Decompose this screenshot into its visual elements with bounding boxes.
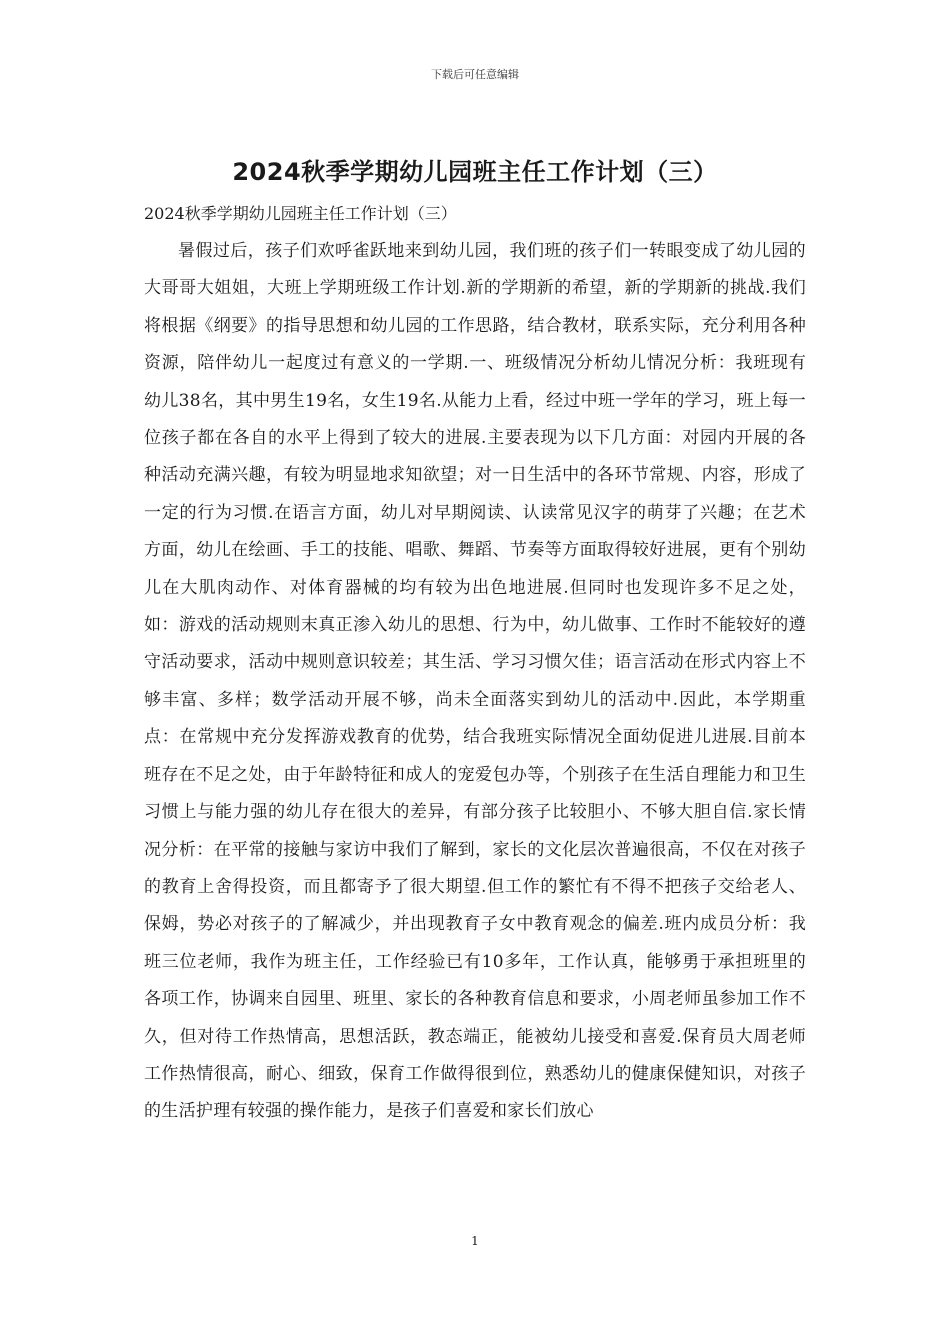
- page-number: 1: [471, 1234, 479, 1248]
- body-paragraph: 暑假过后，孩子们欢呼雀跃地来到幼儿园，我们班的孩子们一转眼变成了幼儿园的大哥哥大姐姐，大班上学期班级工作计划.新的学期新的希望，新的学期新的挑战.我们将根据《纲要》的指导思想和幼儿园的工作思路，结合教材，联系实际，充分利用各种资源，陪伴幼儿一起度过有意义的一学期.一、班级情况分析幼儿情况分析：我班现有幼儿38名，其中男生19名，女生19名.从能力上看，经过中班一学年的学习，班上每一位孩子都在各自的水平上得到了较大的进展.主要表现为以下几方面：对园内开展的各种活动充满兴趣，有较为明显地求知欲望；对一日生活中的各环节常规、内容，形成了一定的行为习惯.在语言方面，幼儿对早期阅读、认读常见汉字的萌芽了兴趣；在艺术方面，幼儿在绘画、手工的技能、唱歌、舞蹈、节奏等方面取得较好进展，更有个别幼儿在大肌肉动作、对体育器械的均有较为出色地进展.但同时也发现许多不足之处，如：游戏的活动规则末真正渗入幼儿的思想、行为中，幼儿做事、工作时不能较好的遵守活动要求，活动中规则意识较差；其生活、学习习惯欠佳；语言活动在形式内容上不够丰富、多样；数学活动开展不够，尚未全面落实到幼儿的活动中.因此，本学期重点：在常规中充分发挥游戏教育的优势，结合我班实际情况全面幼促进儿进展.目前本班存在不足之处，由于年龄特征和成人的宠爱包办等，个别孩子在生活自理能力和卫生习惯上与能力强的幼儿存在很大的差异，有部分孩子比较胆小、不够大胆自信.家长情况分析：在平常的接触与家访中我们了解到，家长的文化层次普遍很高，不仅在对孩子的教育上舍得投资，而且都寄予了很大期望.但工作的繁忙有不得不把孩子交给老人、保姆，势必对孩子的了解减少，并出现教育子女中教育观念的偏差.班内成员分析：我班三位老师，我作为班主任，工作经验已有10多年，工作认真，能够勇于承担班里的各项工作，协调来自园里、班里、家长的各种教育信息和要求，小周老师虽参加工作不久，但对待工作热情高，思想活跃，教态端正，能被幼儿接受和喜爱.保育员大周老师工作热情很高，耐心、细致，保育工作做得很到位，熟悉幼儿的健康保健知识，对孩子的生活护理有较强的操作能力，是孩子们喜爱和家长们放心: [144, 241, 806, 1122]
- document-title: 2024秋季学期幼儿园班主任工作计划（三）: [232, 158, 718, 186]
- document-subtitle: 2024秋季学期幼儿园班主任工作计划（三）: [144, 204, 457, 223]
- page-header-note: 下载后可任意编辑: [431, 68, 519, 81]
